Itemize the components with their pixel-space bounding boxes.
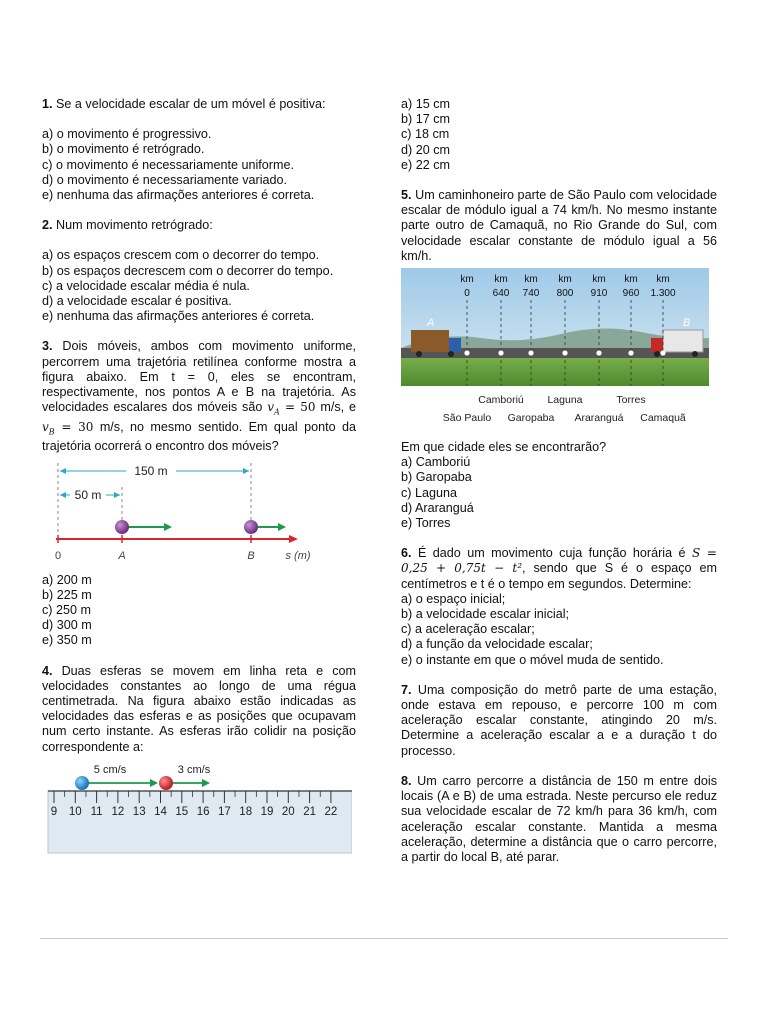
question-2 [42, 218, 356, 233]
option-b: b) a velocidade escalar inicial; [401, 607, 570, 622]
ruler-tick-label: 10 [68, 805, 82, 818]
question-7 [401, 683, 717, 759]
question-4 [42, 664, 356, 755]
option-a: a) o espaço inicial; [401, 591, 506, 606]
sphere-red [159, 776, 173, 790]
question-number: 6. [401, 546, 412, 561]
ruler-tick-label: 14 [154, 805, 167, 818]
km-label: km [524, 274, 538, 286]
question-text: Se a velocidade escalar de um móvel é positiva: [52, 97, 326, 111]
road-point [628, 350, 633, 355]
question-text-end: , sendo que S é o espaço em centímetros e t é o tempo em segundos. Determine: [401, 561, 717, 591]
option-d: d) o movimento é necessariamente variado. [42, 172, 288, 187]
option-d: d) 20 cm [401, 142, 450, 157]
question-2-options [42, 248, 356, 324]
km-label: km [624, 274, 638, 286]
point-b-label: B [247, 549, 255, 562]
velocity-a: $v_A = 50$ [267, 400, 316, 417]
option-e: e) nenhuma das afirmações anteriores é correta. [42, 309, 315, 324]
trajectory-figure [46, 461, 336, 569]
question-number: 8. [401, 773, 412, 788]
dim-arrow-head [60, 492, 66, 498]
ruler-figure [42, 761, 352, 857]
question-number: 7. [401, 682, 412, 697]
km-label: km [460, 274, 474, 286]
option-c: c) a aceleração escalar; [401, 622, 535, 637]
velocity-a-arrow-head [164, 523, 172, 531]
time-function-formula: S = 0,25 + 0,75t − t² [401, 546, 717, 576]
option-e: e) 350 m [42, 633, 92, 648]
road-map-figure [401, 268, 709, 432]
option-a: a) Camboriú [401, 455, 471, 470]
question-number: 5. [401, 188, 412, 203]
dim-arrow-head [114, 492, 120, 498]
axis-arrow-icon [289, 535, 298, 543]
sphere-red-velocity-label: 3 cm/s [177, 763, 211, 776]
question-6 [401, 546, 717, 592]
km-value: 0 [464, 288, 470, 300]
origin-label: 0 [54, 549, 62, 562]
ruler-tick-label: 18 [239, 805, 253, 818]
option-b: b) o movimento é retrógrado. [42, 142, 205, 157]
option-d: d) a velocidade escalar é positiva. [42, 294, 232, 309]
city-label: Araranguá [574, 412, 624, 425]
city-label: Camaquã [640, 412, 686, 425]
km-label: km [592, 274, 606, 286]
question-6-options [401, 592, 717, 668]
sphere-blue-velocity-label: 5 cm/s [93, 763, 127, 776]
option-a: a) 200 m [42, 572, 92, 587]
dim-arrow-head [243, 468, 249, 474]
question-text: É dado um movimento cuja função horária é [411, 546, 692, 561]
option-d: d) a função da velocidade escalar; [401, 637, 593, 652]
ruler-body [48, 791, 352, 853]
question-5 [401, 188, 717, 264]
option-a: a) os espaços crescem com o decorrer do tempo. [42, 248, 320, 263]
road-point [528, 350, 533, 355]
option-a: a) 15 cm [401, 97, 450, 111]
question-text: Duas esferas se movem em linha reta e com velocidades constantes ao longo de uma régua centimetrada. Na figura abaixo estão indicadas as velocidades das esferas e as posições que ocupavam num certo instante. As esferas irão colidir na posição correspondente a: [42, 663, 356, 754]
question-number: 1. [42, 97, 53, 111]
question-4-options [401, 97, 717, 173]
road-point [562, 350, 567, 355]
ruler-tick-label: 17 [218, 805, 231, 818]
option-a: a) o movimento é progressivo. [42, 127, 212, 142]
option-b: b) Garopaba [401, 470, 472, 485]
km-value: 800 [556, 288, 574, 300]
question-1-options [42, 127, 356, 203]
km-value: 960 [622, 288, 640, 300]
option-e: e) Torres [401, 516, 451, 531]
question-5-options [401, 455, 717, 531]
question-text-end: m/s, no mesmo sentido. Em qual ponto da trajetória ocorrerá o encontro dos móveis? [42, 419, 357, 454]
question-text: Dois móveis, ambos com movimento uniforme, percorrem uma trajetória retilínea conforme mostra a figura abaixo. Em t = 0, eles se encontram, respectivamente, nos pontos A e B na trajetória. As velocidades escalares dos móveis são [42, 339, 356, 415]
right-column [401, 97, 717, 865]
question-3-options [42, 573, 356, 649]
city-label: Torres [616, 394, 646, 407]
truck-a-body [411, 330, 449, 352]
km-value: 740 [522, 288, 540, 300]
km-label: km [656, 274, 670, 286]
option-c: c) Laguna [401, 485, 458, 500]
question-3 [42, 339, 356, 454]
option-c: c) a velocidade escalar média é nula. [42, 278, 250, 293]
ruler-tick-label: 22 [324, 805, 338, 818]
dim-arrow-head [60, 468, 66, 474]
truck-b-label: B [683, 317, 691, 330]
question-text: Um caminhoneiro parte de São Paulo com velocidade escalar de módulo igual a 74 km/h. No mesmo instante parte outro de Camaquã, no Rio Grande do Sul, com velocidade escalar constante de módulo igual a 56 km/h. [401, 188, 717, 263]
km-label: km [558, 274, 572, 286]
question-number: 4. [42, 663, 53, 678]
ruler-tick-label: 15 [175, 805, 189, 818]
ruler-tick-label: 11 [90, 805, 103, 818]
question-5-prompt: Em que cidade eles se encontrarão? [401, 440, 607, 455]
truck-a-cab [449, 338, 461, 352]
question-text: Um carro percorre a distância de 150 m entre dois locais (A e B) de uma estrada. Neste percurso ele reduz sua velocidade escalar de 72 km/h para 36 km/h, com aceleração escalar constante. Mantida a mesma aceleração, determine a distância que o carro percorre, a partir do local B, até parar. [401, 773, 717, 864]
sphere-b [244, 520, 258, 534]
arrow-head [202, 779, 210, 787]
ruler-tick-label: 13 [132, 805, 146, 818]
km-value: 910 [590, 288, 608, 300]
velocity-b: $v_B = 30$ [42, 419, 94, 437]
label-area [401, 386, 709, 432]
km-value: 1.300 [650, 288, 676, 300]
city-label: Laguna [547, 394, 583, 407]
question-text: Uma composição do metrô parte de uma estação, onde estava em repouso, e percorre 100 m com aceleração escalar constante, atingindo 20 m/s. Determine a aceleração escalar a e a duração t do processo. [401, 682, 717, 758]
km-label: km [494, 274, 508, 286]
sphere-blue [75, 776, 89, 790]
question-text: Num movimento retrógrado: [52, 218, 213, 233]
option-b: b) 17 cm [401, 112, 450, 127]
point-a-label: A [118, 549, 126, 562]
question-number: 3. [42, 339, 53, 354]
km-value: 640 [492, 288, 510, 300]
option-e: e) o instante em que o móvel muda de sentido. [401, 652, 664, 667]
option-b: b) os espaços decrescem com o decorrer do tempo. [42, 263, 334, 278]
question-8 [401, 774, 717, 865]
road-point [498, 350, 503, 355]
ruler-tick-label: 21 [303, 805, 316, 818]
truck-b-body [663, 330, 703, 352]
question-text-mid: m/s, e [315, 400, 357, 415]
city-label: Garopaba [507, 412, 555, 425]
velocity-b-arrow-head [278, 523, 286, 531]
ruler-tick-label: 9 [50, 805, 58, 818]
option-e: e) nenhuma das afirmações anteriores é correta. [42, 188, 315, 203]
ruler-tick-label: 12 [111, 805, 125, 818]
dim-150-label: 150 m [134, 463, 168, 478]
left-column [42, 97, 356, 857]
footer-divider [40, 938, 728, 939]
arrow-head [150, 779, 158, 787]
sphere-a [115, 520, 129, 534]
option-d: d) Araranguá [401, 500, 474, 515]
option-d: d) 300 m [42, 618, 92, 633]
truck-a-label: A [427, 317, 435, 330]
option-c: c) 250 m [42, 603, 91, 618]
axis-label: s (m) [285, 549, 311, 562]
question-1 [42, 97, 356, 112]
question-number: 2. [42, 218, 53, 233]
option-e: e) 22 cm [401, 157, 450, 172]
option-c: c) o movimento é necessariamente uniforme. [42, 157, 294, 172]
dim-50-label: 50 m [74, 487, 102, 502]
road-point [464, 350, 469, 355]
ruler-tick-label: 19 [260, 805, 274, 818]
ruler-tick-label: 16 [196, 805, 210, 818]
ruler-tick-label: 20 [281, 805, 295, 818]
city-label: Camboriú [478, 394, 524, 407]
road-point [596, 350, 601, 355]
road-point [660, 350, 665, 355]
option-c: c) 18 cm [401, 127, 450, 142]
option-b: b) 225 m [42, 587, 92, 602]
truck-b-cab [651, 338, 663, 352]
city-label: São Paulo [442, 412, 492, 425]
